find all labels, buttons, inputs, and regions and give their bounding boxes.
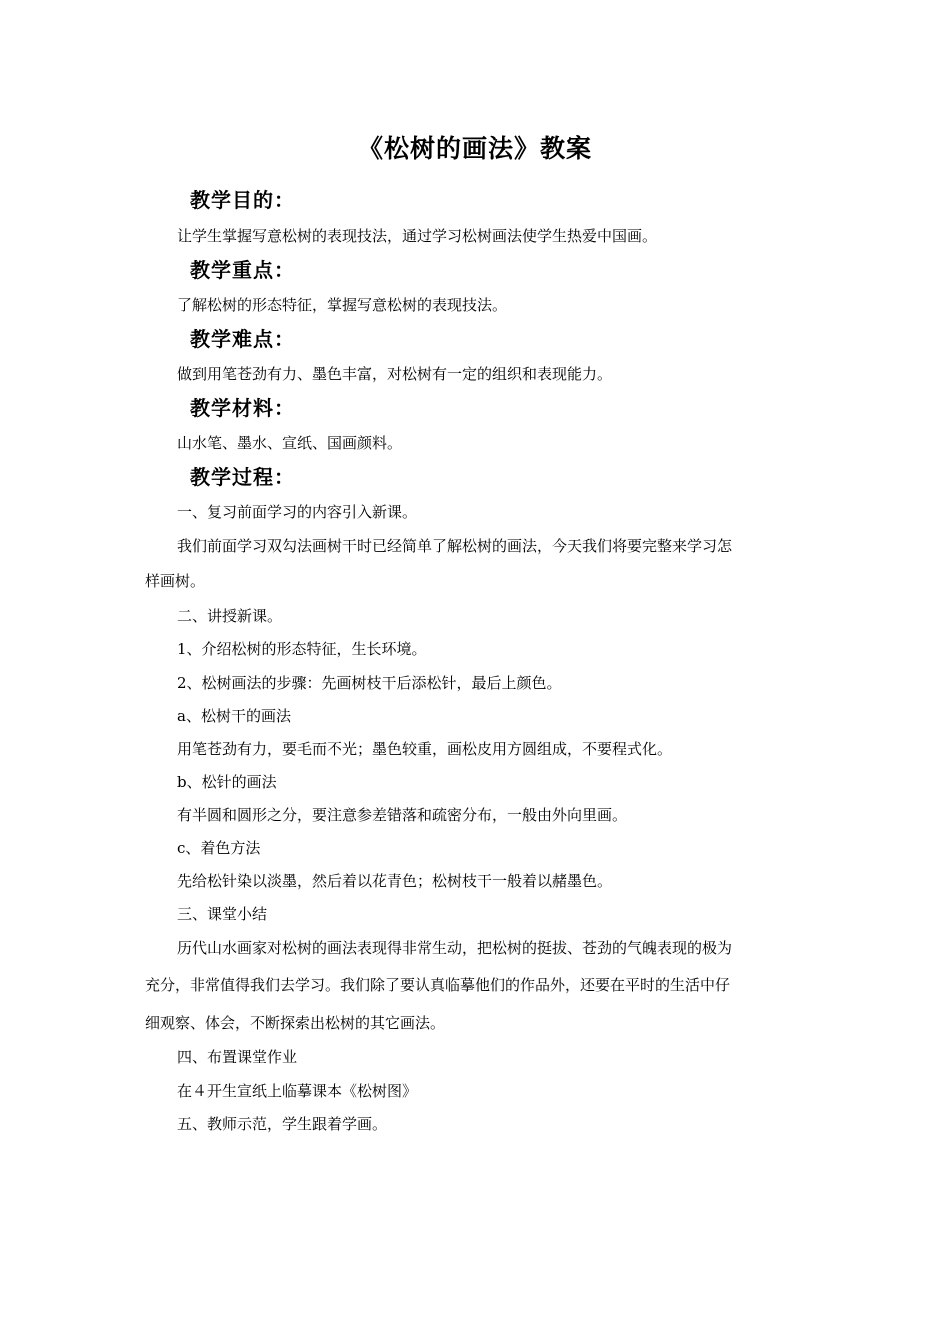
process-line: 1、介绍松树的形态特征，生长环境。 xyxy=(177,640,427,658)
process-line: 细观察、体会，不断探索出松树的其它画法。 xyxy=(145,1014,446,1032)
process-line: 在４开生宣纸上临摹课本《松树图》 xyxy=(177,1082,418,1100)
process-line: 充分，非常值得我们去学习。我们除了要认真临摹他们的作品外，还要在平时的生活中仔 xyxy=(145,976,731,994)
heading-process: 教学过程： xyxy=(190,465,295,489)
process-line: c、着色方法 xyxy=(177,839,261,857)
heading-difficulties: 教学难点： xyxy=(190,327,295,351)
process-line: a、松树干的画法 xyxy=(177,707,291,725)
heading-materials: 教学材料： xyxy=(190,396,295,420)
process-line: 样画树。 xyxy=(145,572,206,590)
document-title: 《松树的画法》教案 xyxy=(357,134,592,163)
paragraph-key-points: 了解松树的形态特征，掌握写意松树的表现技法。 xyxy=(177,296,508,314)
process-line: 三、课堂小结 xyxy=(177,905,268,923)
heading-key-points: 教学重点： xyxy=(190,258,295,282)
process-line: 有半圆和圆形之分，要注意参差错落和疏密分布，一般由外向里画。 xyxy=(177,806,628,824)
process-line: 用笔苍劲有力，要毛而不光；墨色较重，画松皮用方圆组成，不要程式化。 xyxy=(177,740,673,758)
process-line: 我们前面学习双勾法画树干时已经简单了解松树的画法，今天我们将要完整来学习怎 xyxy=(177,537,733,555)
paragraph-objective: 让学生掌握写意松树的表现技法，通过学习松树画法使学生热爱中国画。 xyxy=(177,227,658,245)
paragraph-difficulties: 做到用笔苍劲有力、墨色丰富，对松树有一定的组织和表现能力。 xyxy=(177,365,613,383)
process-line: 一、复习前面学习的内容引入新课。 xyxy=(177,503,418,521)
process-line: b、松针的画法 xyxy=(177,773,277,791)
process-line: 二、讲授新课。 xyxy=(177,607,283,625)
process-line: 四、布置课堂作业 xyxy=(177,1048,298,1066)
process-line: 先给松针染以淡墨，然后着以花青色；松树枝干一般着以赭墨色。 xyxy=(177,872,613,890)
process-line: 2、松树画法的步骤：先画树枝干后添松针，最后上颜色。 xyxy=(177,674,562,692)
heading-objective: 教学目的： xyxy=(190,188,295,212)
process-line: 历代山水画家对松树的画法表现得非常生动，把松树的挺拔、苍劲的气魄表现的极为 xyxy=(177,939,733,957)
process-line: 五、教师示范，学生跟着学画。 xyxy=(177,1115,388,1133)
paragraph-materials: 山水笔、墨水、宣纸、国画颜料。 xyxy=(177,434,403,452)
